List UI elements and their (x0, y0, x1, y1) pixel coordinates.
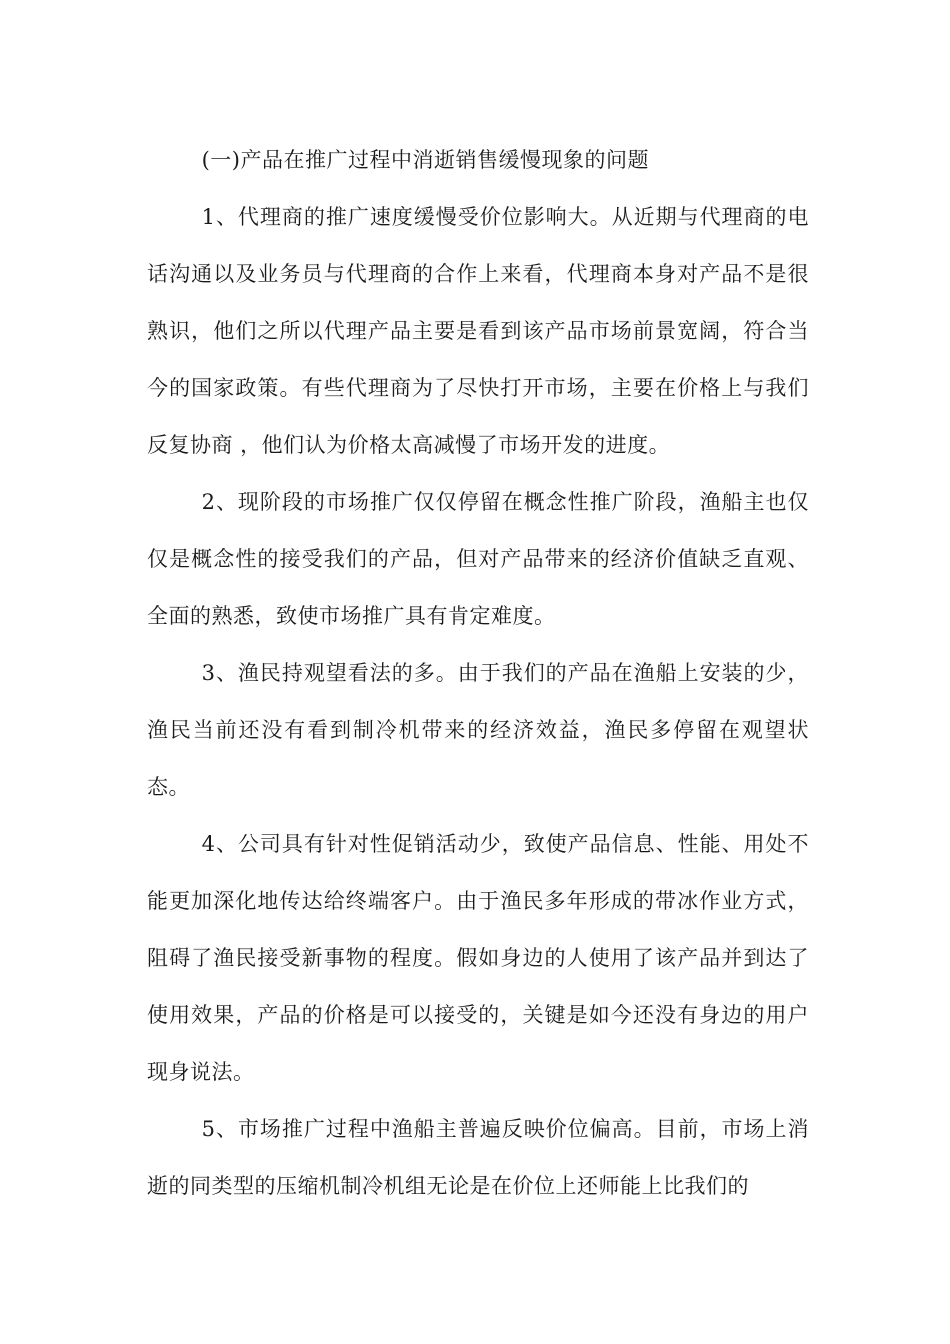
paragraph-5: 5、市场推广过程中渔船主普遍反映价位偏高。目前，市场上消逝的同类型的压缩机制冷机组无论是在价位上还师能上比我们的 (147, 1117, 809, 1198)
paragraph-3: 3、渔民持观望看法的多。由于我们的产品在渔船上安装的少，渔民当前还没有看到制冷机带来的经济效益，渔民多停留在观望状态。 (147, 661, 809, 799)
paragraph-2: 2、现阶段的市场推广仅仅停留在概念性推广阶段，渔船主也仅仅是概念性的接受我们的产品，但对产品带来的经济价值缺乏直观、全面的熟悉，致使市场推广具有肯定难度。 (147, 490, 809, 628)
paragraph-1: 1、代理商的推广速度缓慢受价位影响大。从近期与代理商的电话沟通以及业务员与代理商的合作上来看，代理商本身对产品不是很熟识，他们之所以代理产品主要是看到该产品市场前景宽阔，符合当今的国家政策。有些代理商为了尽快打开市场，主要在价格上与我们反复协商 ，他们认为价格太高减慢了市场开发的进度。 (147, 205, 809, 457)
section-heading: (一)产品在推广过程中消逝销售缓慢现象的问题 (201, 148, 649, 172)
paragraph-4: 4、公司具有针对性促销活动少，致使产品信息、性能、用处不能更加深化地传达给终端客户。由于渔民多年形成的带冰作业方式，阻碍了渔民接受新事物的程度。假如身边的人使用了该产品并到达了使用效果，产品的价格是可以接受的，关键是如今还没有身边的用户现身说法。 (147, 832, 809, 1084)
document-body (147, 132, 809, 1215)
